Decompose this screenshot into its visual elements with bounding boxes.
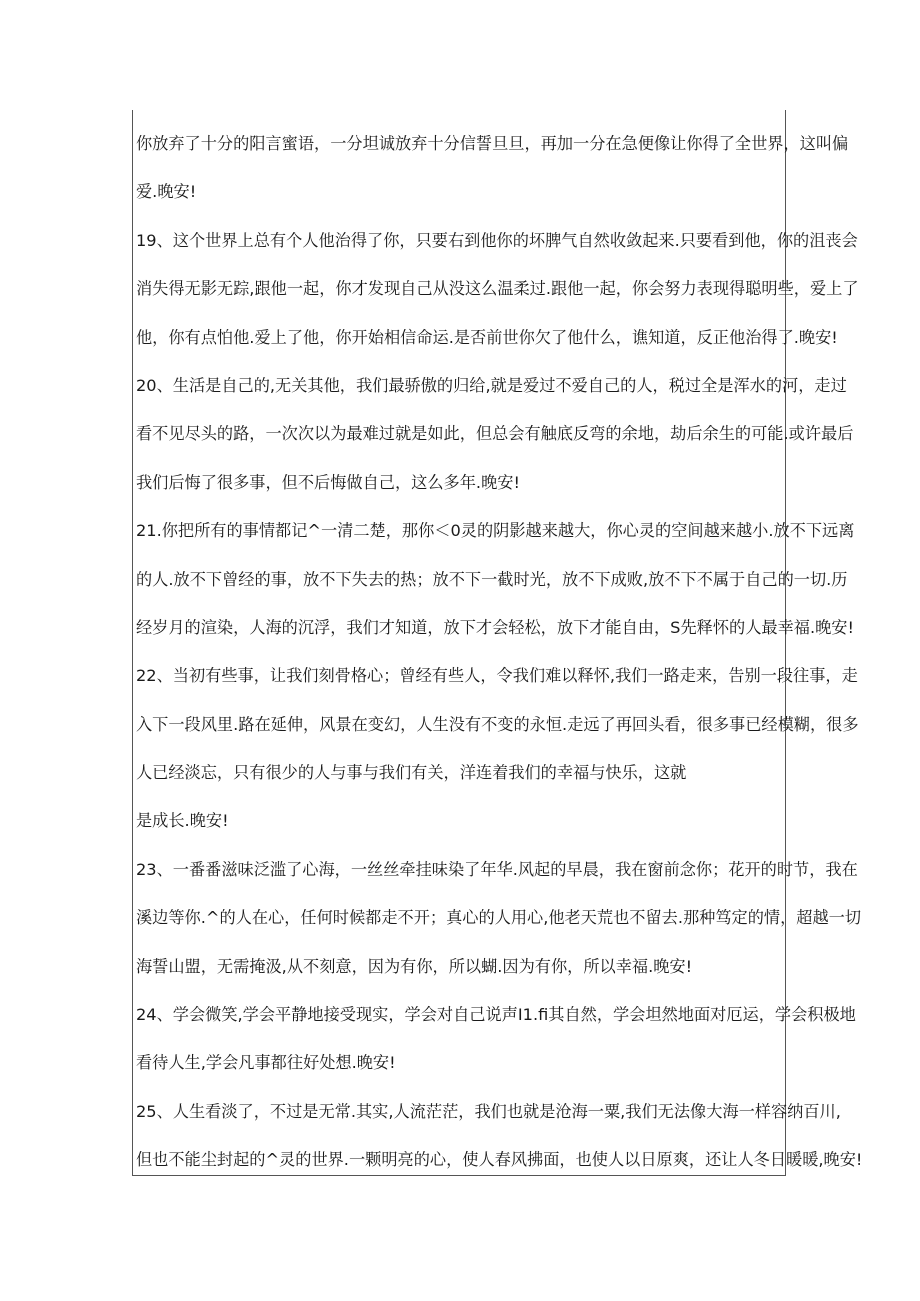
text-line: 他，你有点怕他.爱上了他，你开始相信命运.是否前世你欠了他什么，谯知道，反正他治得了.晚安!	[136, 327, 838, 347]
text-line: 我们后悔了很多事，但不后悔做自己，这么多年.晚安!	[136, 472, 520, 492]
text-line: 的人.放不下曾经的事，放不下失去的热；放不下一截时光，放不下成败,放不下不属于自己的一切.历	[136, 569, 848, 589]
text-line: 是成长.晚安!	[136, 811, 229, 831]
text-line: 22、当初有些事，让我们刻骨格心；曾经有些人，令我们难以释怀,我们一路走来，告别一段往事，走	[136, 666, 858, 686]
text-line: 24、学会微笑,学会平静地接受现实，学会对自己说声I1.fi其自然，学会坦然地面对厄运，学会积极地	[136, 1005, 856, 1025]
text-line: 看不见尽头的路，一次次以为最难过就是如此，但总会有触底反弯的余地，劫后余生的可能.或许最后	[136, 424, 854, 444]
text-line: 溪边等你.^的人在心，任何时候都走不开；真心的人用心,他老天荒也不留去.那种笃定的情，超越一切	[136, 908, 862, 928]
text-line: 入下一段风里.路在延伸，风景在变幻，人生没有不变的永恒.走远了再回头看，很多事已经模糊，很多	[136, 714, 859, 734]
text-line: 23、一番番滋味泛滥了心海，一丝丝牵挂味染了年华.风起的早晨，我在窗前念你；花开的时节，我在	[136, 859, 858, 879]
text-line: 爱.晚安!	[136, 182, 197, 202]
text-line: 人已经淡忘，只有很少的人与事与我们有关，洋连着我们的幸福与快乐，这就	[136, 763, 687, 783]
document-body	[136, 124, 863, 1189]
text-line: 海誓山盟，无需掩汲,从不刻意，因为有你，所以蝴.因为有你，所以幸福.晚安!	[136, 956, 693, 976]
text-line: 但也不能尘封起的^灵的世界.一颗明亮的心，使人春风拂面，也使人以日原爽，还让人冬日暖暖,晚安!	[136, 1150, 863, 1170]
text-line: 你放弃了十分的阳言蜜语，一分坦诚放弃十分信誓旦旦，再加一分在急便像让你得了全世界，这叫偏	[136, 134, 849, 153]
text-line: 经岁月的渲染，人海的沉浮，我们才知道，放下才会轻松，放下才能自由，S先释怀的人最幸福.晚安!	[136, 617, 854, 637]
text-line: 25、人生看淡了，不过是无常.其实,人流茫茫，我们也就是沧海一粟,我们无法像大海一样容纳百川,	[136, 1101, 841, 1121]
text-line: 19、这个世界上总有个人他治得了你，只要右到他你的坏脾气自然收敛起来.只要看到他，你的沮丧会	[136, 230, 858, 250]
text-line: 21.你把所有的事情都记^一清二楚，那你＜0灵的阴影越来越大，你心灵的空间越来越小.放不下远离	[136, 521, 855, 541]
text-line: 看待人生,学会凡事都往好处想.晚安!	[136, 1053, 396, 1073]
text-line: 消失得无影无踪,跟他一起，你才发现自己从没这么温柔过.跟他一起，你会努力表现得聪明些，爱上了	[136, 279, 859, 299]
text-line: 20、生活是自己的,无关其他，我们最骄傲的归给,就是爱过不爱自己的人，税过全是浑水的河，走过	[136, 375, 847, 395]
